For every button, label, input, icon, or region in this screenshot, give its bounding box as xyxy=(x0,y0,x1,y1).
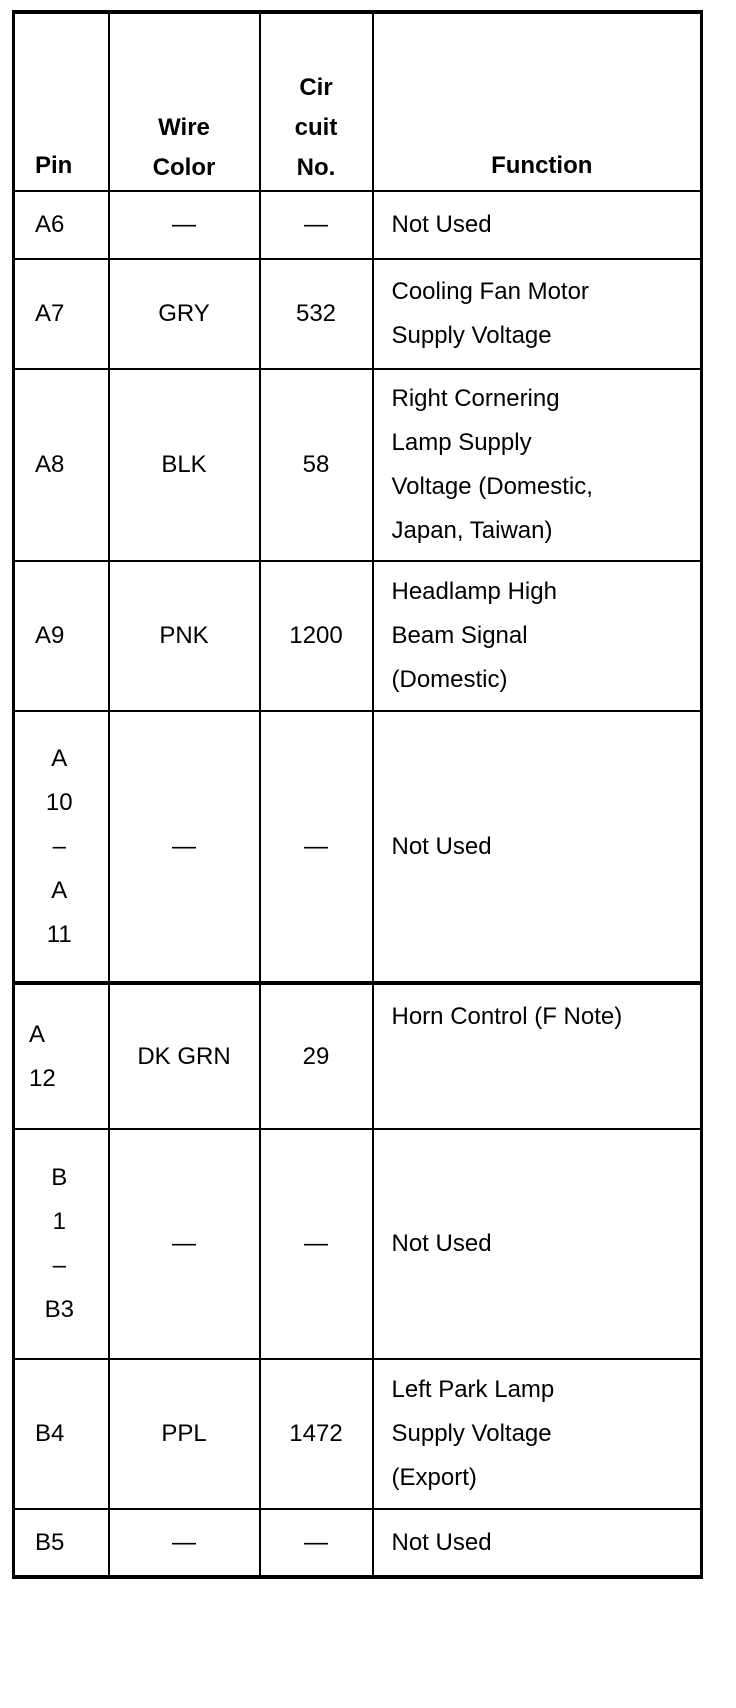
table-row xyxy=(14,191,702,259)
function-line: Not Used xyxy=(391,211,492,238)
table-body xyxy=(14,191,702,1577)
header-pin: Pin xyxy=(14,12,109,191)
function-cell xyxy=(373,711,702,983)
pin-line: A xyxy=(29,1020,46,1048)
function-cell xyxy=(373,369,702,561)
pin-line: 12 xyxy=(29,1064,56,1092)
header-function: Function xyxy=(373,12,702,191)
function-line: (Domestic) xyxy=(391,666,508,693)
header-wire-color-line: Wire xyxy=(158,114,210,141)
function-line: Right Cornering xyxy=(391,385,560,412)
wire-color-cell: BLK xyxy=(109,369,260,561)
function-cell xyxy=(373,561,702,711)
function-cell xyxy=(373,1359,702,1509)
header-circuit-no xyxy=(260,12,373,191)
function-line: Left Park Lamp xyxy=(391,1376,555,1403)
wire-color-cell: — xyxy=(109,1129,260,1359)
function-cell xyxy=(373,191,702,259)
connector-pinout-table xyxy=(12,10,703,1579)
wire-color-cell: — xyxy=(109,191,260,259)
pin-line: B5 xyxy=(35,1528,65,1556)
function-line: Lamp Supply xyxy=(391,429,532,456)
circuit-cell: 29 xyxy=(260,983,373,1129)
circuit-cell: 1472 xyxy=(260,1359,373,1509)
function-line: Not Used xyxy=(391,1230,492,1257)
pin-cell xyxy=(14,259,109,369)
table-row xyxy=(14,1129,702,1359)
pin-line: A xyxy=(51,744,68,772)
header-circuit-line: cuit xyxy=(294,114,338,141)
function-cell xyxy=(373,1509,702,1577)
function-line: Not Used xyxy=(391,832,492,860)
table-row xyxy=(14,369,702,561)
pin-line: 11 xyxy=(46,920,72,948)
wire-color-cell: GRY xyxy=(109,259,260,369)
circuit-cell: — xyxy=(260,711,373,983)
pin-line: A9 xyxy=(35,622,65,649)
pin-line: – xyxy=(52,832,66,860)
header-circuit-line: Cir xyxy=(299,74,333,101)
table-row xyxy=(14,1509,702,1577)
table-row xyxy=(14,561,702,711)
function-line: Supply Voltage xyxy=(391,322,552,349)
table-row xyxy=(14,1359,702,1509)
header-wire-color xyxy=(109,12,260,191)
pin-line: 1 xyxy=(52,1208,66,1235)
header-wire-color-line: Color xyxy=(152,154,216,181)
pin-line: B xyxy=(51,1164,68,1191)
function-line: Beam Signal xyxy=(391,622,528,649)
wire-color-cell: — xyxy=(109,711,260,983)
pin-cell xyxy=(14,191,109,259)
pin-line: A7 xyxy=(35,300,65,327)
circuit-cell: — xyxy=(260,1509,373,1577)
pin-line: A xyxy=(51,876,68,904)
pin-cell xyxy=(14,983,109,1129)
function-cell xyxy=(373,983,702,1129)
function-line: Not Used xyxy=(391,1528,492,1556)
function-line: Supply Voltage xyxy=(391,1420,552,1447)
pin-cell xyxy=(14,1509,109,1577)
wire-color-cell: — xyxy=(109,1509,260,1577)
function-line: Cooling Fan Motor xyxy=(391,278,589,305)
function-line: Headlamp High xyxy=(391,578,557,605)
circuit-cell: 532 xyxy=(260,259,373,369)
header-row xyxy=(14,12,702,191)
function-line: (Export) xyxy=(391,1464,477,1491)
pin-cell xyxy=(14,561,109,711)
table-row xyxy=(14,711,702,983)
pin-line: – xyxy=(52,1252,66,1279)
pin-cell xyxy=(14,1359,109,1509)
function-cell xyxy=(373,259,702,369)
table-row xyxy=(14,259,702,369)
wire-color-cell: PNK xyxy=(109,561,260,711)
header-circuit-line: No. xyxy=(296,154,336,181)
wire-color-cell: DK GRN xyxy=(109,983,260,1129)
circuit-cell: — xyxy=(260,191,373,259)
function-cell xyxy=(373,1129,702,1359)
circuit-cell: — xyxy=(260,1129,373,1359)
pin-line: 10 xyxy=(45,788,73,816)
pin-cell xyxy=(14,369,109,561)
circuit-cell: 1200 xyxy=(260,561,373,711)
pin-cell xyxy=(14,1129,109,1359)
function-line: Japan, Taiwan) xyxy=(391,517,553,544)
pin-line: B4 xyxy=(35,1420,65,1447)
function-line: Horn Control (F Note) xyxy=(391,1003,623,1030)
function-line: Voltage (Domestic, xyxy=(391,473,593,500)
connector-pinout-table-container xyxy=(12,10,700,1579)
circuit-cell: 58 xyxy=(260,369,373,561)
pin-line: A6 xyxy=(35,211,65,238)
wire-color-cell: PPL xyxy=(109,1359,260,1509)
pin-line: B3 xyxy=(44,1296,74,1323)
pin-cell xyxy=(14,711,109,983)
table-row xyxy=(14,983,702,1129)
pin-line: A8 xyxy=(35,451,65,478)
